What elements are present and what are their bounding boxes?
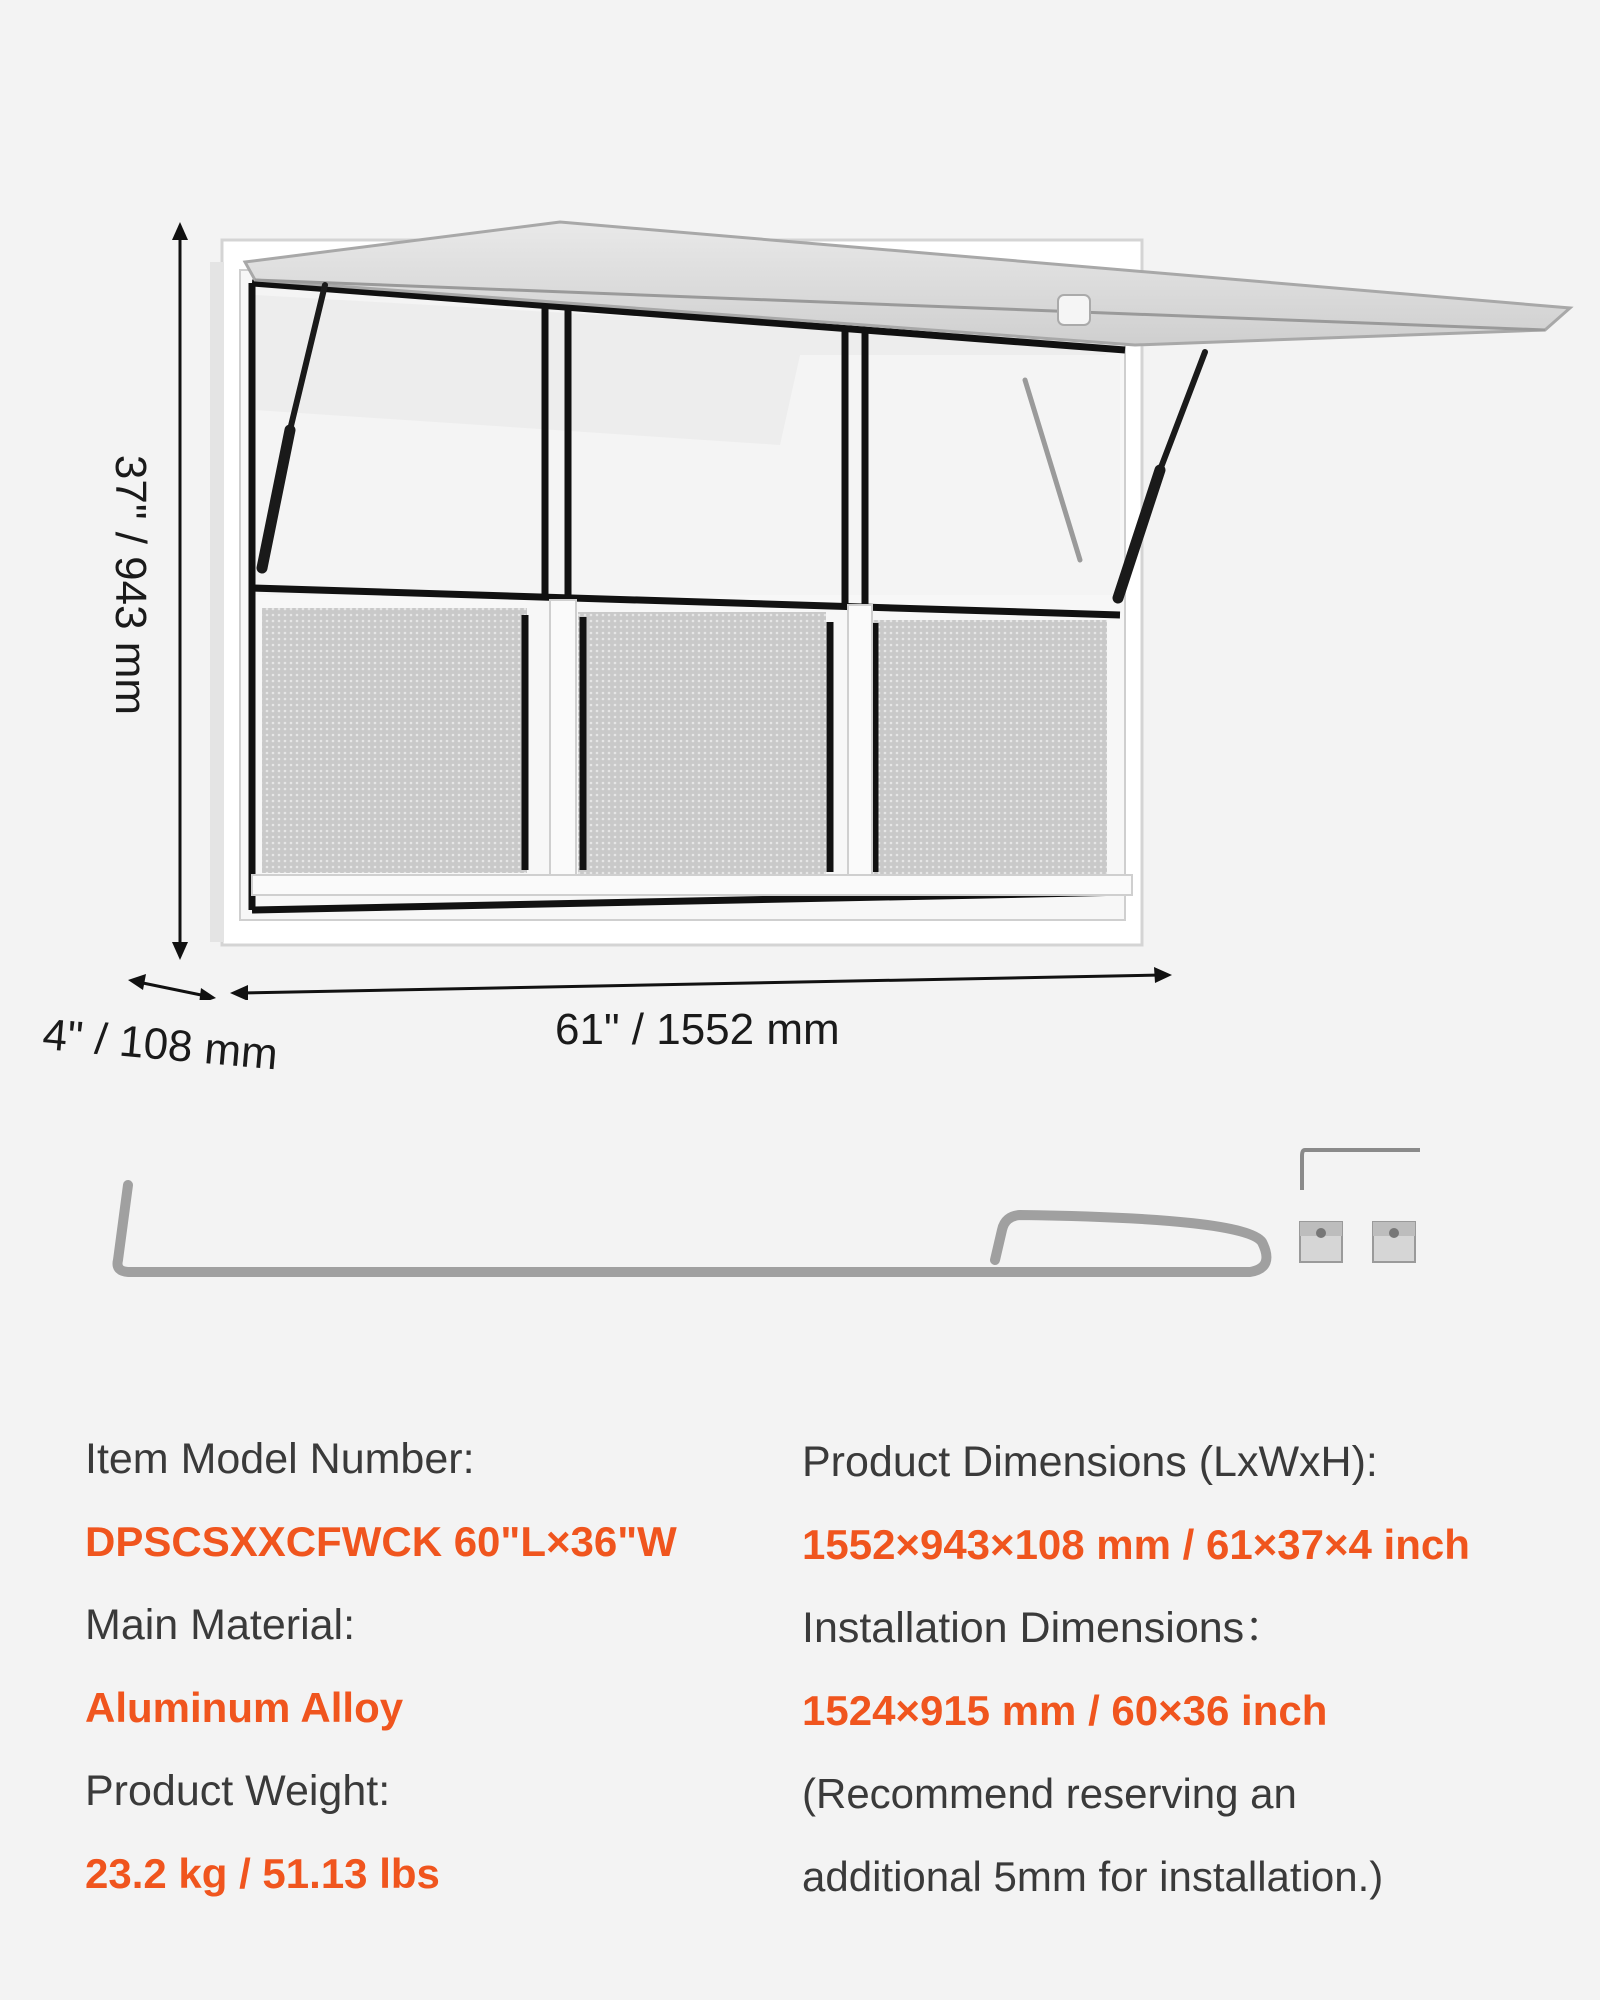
installation-dimensions-label: Installation Dimensions： <box>802 1604 1288 1652</box>
hex-key-icon <box>1302 1150 1420 1190</box>
main-material-label: Main Material: <box>85 1601 356 1649</box>
installation-dimensions-value: 1524×915 mm / 60×36 inch <box>802 1687 1328 1734</box>
depth-dimension-arrow <box>128 974 216 1000</box>
accessories-illustration <box>0 1130 1600 1390</box>
model-number-label: Item Model Number: <box>85 1435 475 1483</box>
installation-note-line-2: additional 5mm for installation.) <box>802 1853 1384 1900</box>
height-dimension-label: 37" / 943 mm <box>106 454 155 716</box>
mounting-clip-icon <box>1300 1222 1415 1262</box>
width-dimension-arrow <box>230 967 1172 1000</box>
product-weight-value: 23.2 kg / 51.13 lbs <box>85 1850 440 1897</box>
height-dimension-arrow <box>172 222 188 960</box>
prop-rod-icon <box>118 1185 1267 1272</box>
main-material-value: Aluminum Alloy <box>85 1684 404 1731</box>
product-dimensions-value: 1552×943×108 mm / 61×37×4 inch <box>802 1521 1470 1568</box>
product-weight-label: Product Weight: <box>85 1767 391 1815</box>
installation-note-line-1: (Recommend reserving an <box>802 1770 1297 1817</box>
product-dimensions-label: Product Dimensions (LxWxH): <box>802 1438 1378 1486</box>
width-dimension-label: 61" / 1552 mm <box>555 1005 840 1054</box>
screen-mesh-panels <box>262 608 1107 875</box>
depth-dimension-label: 4" / 108 mm <box>40 1010 280 1080</box>
model-number-value: DPSCSXXCFWCK 60"L×36"W <box>85 1518 677 1565</box>
